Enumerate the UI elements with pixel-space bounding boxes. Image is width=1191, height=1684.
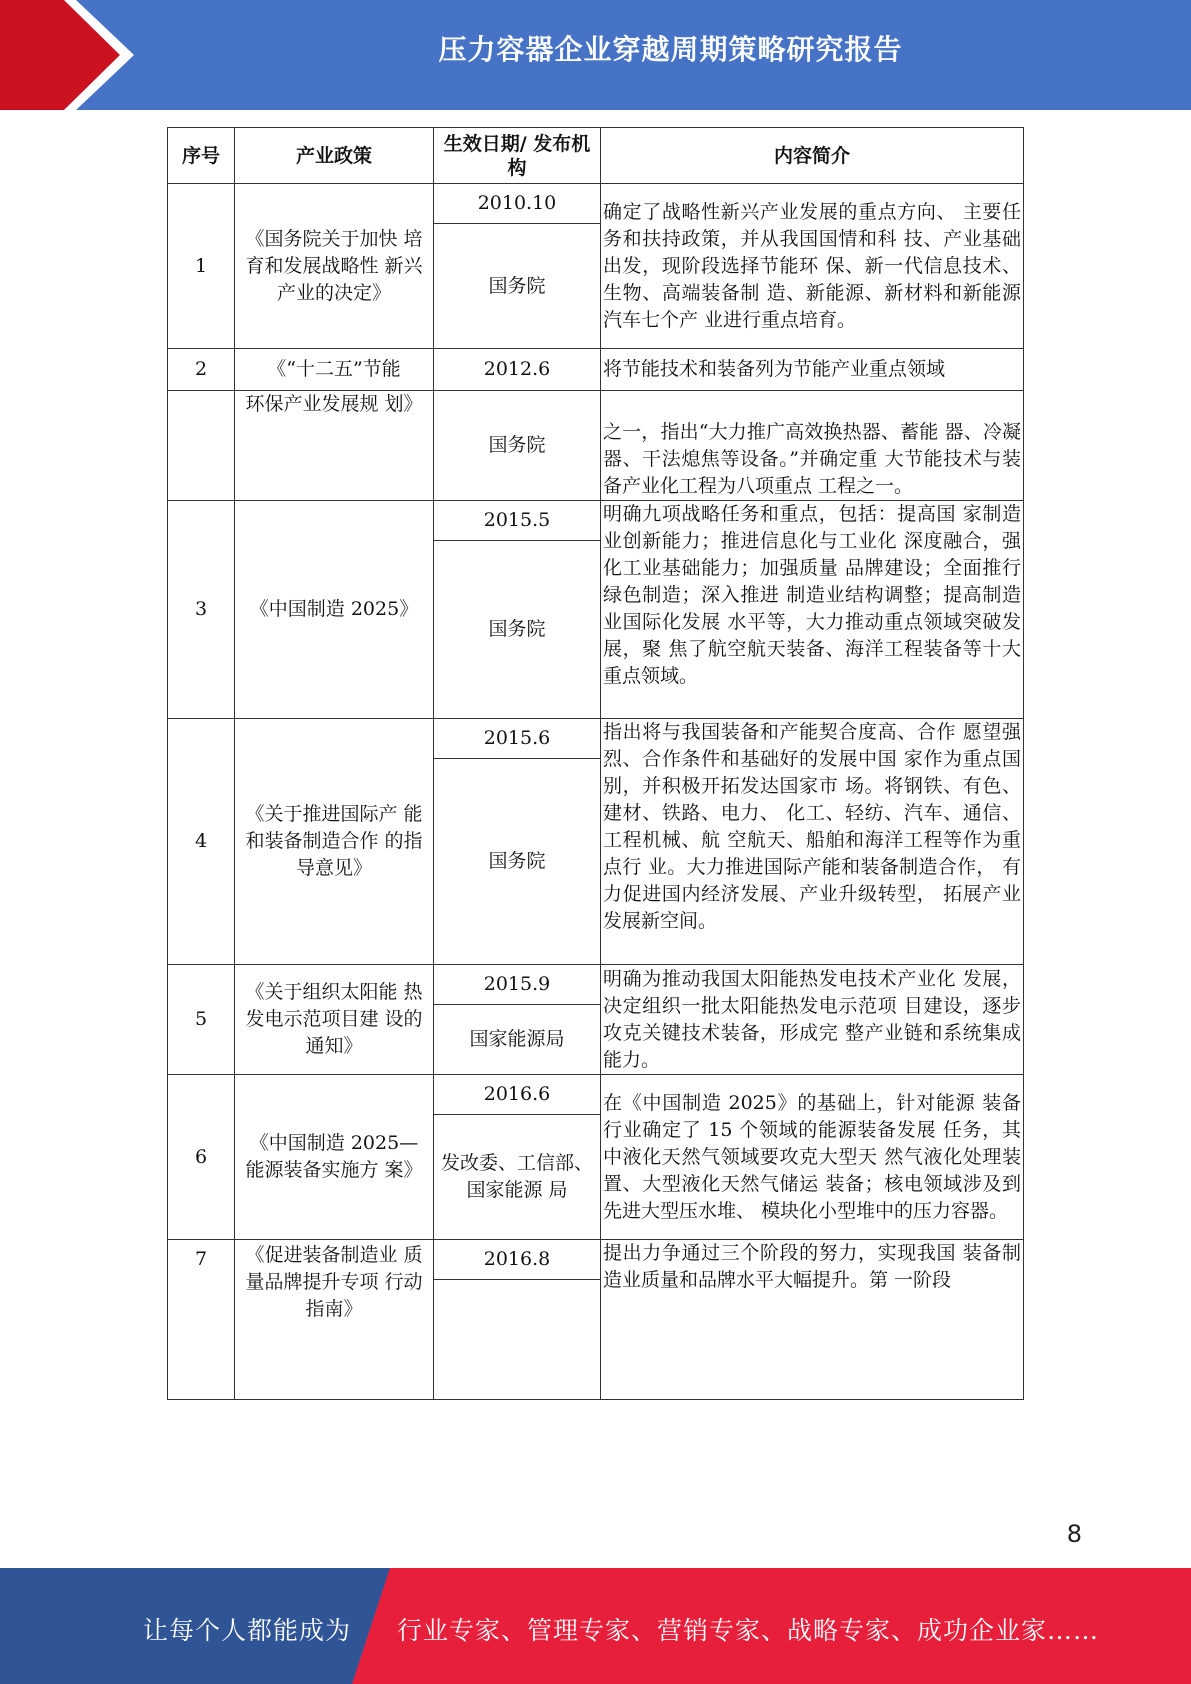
row-org: 国务院 <box>434 759 601 965</box>
row-no: 5 <box>168 965 235 1075</box>
row-summary: 在《中国制造 2025》的基础上，针对能源 装备行业确定了 15 个领域的能源装备发展 任务，其中液化天然气领域要攻克大型天 然气液化处理装置、大型液化天然气储运 装备；核电领域涉及到先进大型压水堆、 模块化小型堆中的压力容器。 <box>601 1075 1024 1240</box>
empty-cell <box>168 391 235 501</box>
document-title: 压力容器企业穿越周期策略研究报告 <box>438 33 903 66</box>
row-summary: 明确为推动我国太阳能热发电技术产业化 发展，决定组织一批太阳能热发电示范项 目建设，逐步攻克关键技术装备，形成完 整产业链和系统集成能力。 <box>601 965 1024 1075</box>
row-date: 2016.6 <box>434 1075 601 1115</box>
header-arrow-decoration <box>0 0 150 110</box>
row-no: 3 <box>168 501 235 719</box>
row-date: 2010.10 <box>434 184 601 224</box>
row-no: 7 <box>168 1240 235 1400</box>
row-org: 发改委、工信部、国家能源 局 <box>434 1115 601 1240</box>
row-no: 1 <box>168 184 235 349</box>
page-footer <box>0 1568 1191 1684</box>
table-header-row <box>168 128 1024 184</box>
row-org: 国务院 <box>434 224 601 349</box>
table-row <box>168 501 1024 541</box>
row-policy: 《关于组织太阳能 热发电示范项目建 设的通知》 <box>235 965 434 1075</box>
row-policy: 《促进装备制造业 质量品牌提升专项 行动指南》 <box>235 1240 434 1400</box>
row-policy: 环保产业发展规 划》 <box>235 391 434 501</box>
row-date: 2015.9 <box>434 965 601 1005</box>
page-header <box>0 0 1191 110</box>
table-row <box>168 719 1024 759</box>
header-date-org: 生效日期/ 发布机构 <box>434 128 601 184</box>
row-org: 国务院 <box>434 391 601 501</box>
row-org: 国家能源局 <box>434 1005 601 1075</box>
table-row <box>168 349 1024 391</box>
row-summary: 之一，指出“大力推广高效换热器、蓄能 器、冷凝器、干法熄焦等设备。”并确定重 大节能技术与装备产业化工程为八项重点 工程之一。 <box>601 391 1024 501</box>
header-summary: 内容简介 <box>601 128 1024 184</box>
row-summary: 将节能技术和装备列为节能产业重点领域 <box>601 349 1024 391</box>
row-date: 2015.6 <box>434 719 601 759</box>
row-summary: 指出将与我国装备和产能契合度高、合作 愿望强烈、合作条件和基础好的发展中国 家作为重点国别，并积极开拓发达国家市 场。将钢铁、有色、建材、铁路、电力、 化工、轻纺、汽车、通信、工程机械、航 空航天、船舶和海洋工程等作为重点行 业。大力推进国际产能和装备制造合作， 有力促进国内经济发展、产业升级转型， 拓展产业发展新空间。 <box>601 719 1024 965</box>
row-policy: 《“十二五”节能 <box>235 349 434 391</box>
table-row <box>168 965 1024 1005</box>
row-no: 2 <box>168 349 235 391</box>
row-date: 2015.5 <box>434 501 601 541</box>
table-row <box>168 1075 1024 1115</box>
row-org: 国务院 <box>434 541 601 719</box>
row-summary: 明确九项战略任务和重点，包括：提高国 家制造业创新能力；推进信息化与工业化 深度融合，强化工业基础能力；加强质量 品牌建设；全面推行绿色制造；深入推进 制造业结构调整；提高制造业国际化发展 水平等，大力推动重点领域突破发展，聚 焦了航空航天装备、海洋工程装备等十大 重点领域。 <box>601 501 1024 719</box>
header-no: 序号 <box>168 128 235 184</box>
row-date: 2012.6 <box>434 349 601 391</box>
footer-slogan-right: 行业专家、管理专家、营销专家、战略专家、成功企业家…… <box>397 1616 1100 1645</box>
row-policy: 《关于推进国际产 能和装备制造合作 的指导意见》 <box>235 719 434 965</box>
table-row <box>168 184 1024 224</box>
row-policy: 《中国制造 2025— 能源装备实施方 案》 <box>235 1075 434 1240</box>
row-no: 6 <box>168 1075 235 1240</box>
row-policy: 《国务院关于加快 培育和发展战略性 新兴产业的决定》 <box>235 184 434 349</box>
row-summary: 提出力争通过三个阶段的努力，实现我国 装备制造业质量和品牌水平大幅提升。第 一阶段 <box>601 1240 1024 1400</box>
row-org <box>434 1280 601 1400</box>
page-number: 8 <box>1066 1520 1082 1548</box>
row-no: 4 <box>168 719 235 965</box>
row-summary: 确定了战略性新兴产业发展的重点方向、 主要任务和扶持政策，并从我国国情和科 技、产业基础出发，现阶段选择节能环 保、新一代信息技术、生物、高端装备制 造、新能源、新材料和新能源汽车七个产 业进行重点培育。 <box>601 184 1024 349</box>
table-row <box>168 391 1024 501</box>
policy-table-container <box>167 127 1024 1320</box>
footer-slogan-left: 让每个人都能成为 <box>143 1616 352 1645</box>
row-policy: 《中国制造 2025》 <box>235 501 434 719</box>
policy-table <box>167 127 1024 1400</box>
header-policy: 产业政策 <box>235 128 434 184</box>
row-date: 2016.8 <box>434 1240 601 1280</box>
table-row <box>168 1240 1024 1280</box>
